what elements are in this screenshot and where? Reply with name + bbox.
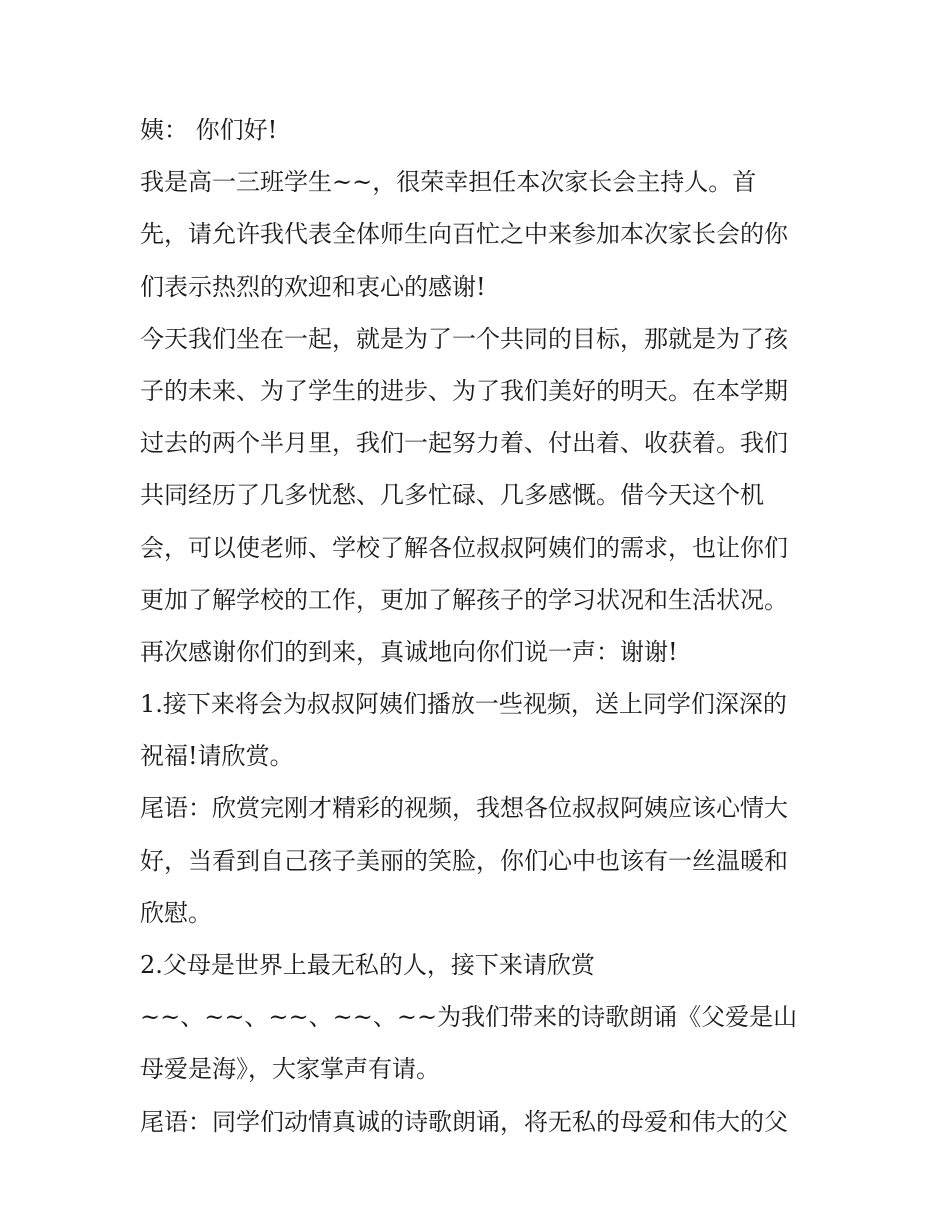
text-line: 祝福!请欣赏。	[140, 742, 294, 771]
text-line: 会，可以使老师、学校了解各位叔叔阿姨们的需求，也让你们	[140, 533, 788, 562]
text-line: 母爱是海》，大家掌声有请。	[140, 1055, 440, 1084]
text-line: 子的未来、为了学生的进步、为了我们美好的明天。在本学期	[140, 376, 788, 405]
text-line: 再次感谢你们的到来，真诚地向你们说一声：谢谢!	[140, 637, 678, 666]
text-line: 共同经历了几多忧愁、几多忙碌、几多感慨。借今天这个机	[140, 481, 764, 510]
document-body	[140, 110, 820, 1154]
text-line: 先，请允许我代表全体师生向百忙之中来参加本次家长会的你	[140, 220, 788, 249]
text-line: 们表示热烈的欢迎和衷心的感谢!	[140, 272, 486, 301]
text-line: 姨： 你们好!	[140, 116, 278, 144]
text-line: 今天我们坐在一起，就是为了一个共同的目标，那就是为了孩	[140, 324, 788, 353]
text-line: 更加了解学校的工作，更加了解孩子的学习状况和生活状况。	[140, 585, 788, 614]
text-line: 尾语：欣赏完刚才精彩的视频，我想各位叔叔阿姨应该心情大	[140, 794, 788, 823]
text-line: 欣慰。	[140, 898, 212, 927]
text-line: 好，当看到自己孩子美丽的笑脸，你们心中也该有一丝温暖和	[140, 846, 788, 875]
text-line: 尾语：同学们动情真诚的诗歌朗诵，将无私的母爱和伟大的父	[140, 1107, 788, 1136]
text-line: ~~、~~、~~、~~、~~为我们带来的诗歌朗诵《父爱是山	[140, 1003, 798, 1032]
text-line: 1.接下来将会为叔叔阿姨们播放一些视频，送上同学们深深的	[140, 690, 787, 719]
text-line: 我是高一三班学生~~，很荣幸担任本次家长会主持人。首	[140, 168, 757, 197]
text-line: 2.父母是世界上最无私的人，接下来请欣赏	[140, 951, 595, 979]
text-line: 过去的两个半月里，我们一起努力着、付出着、收获着。我们	[140, 429, 788, 458]
